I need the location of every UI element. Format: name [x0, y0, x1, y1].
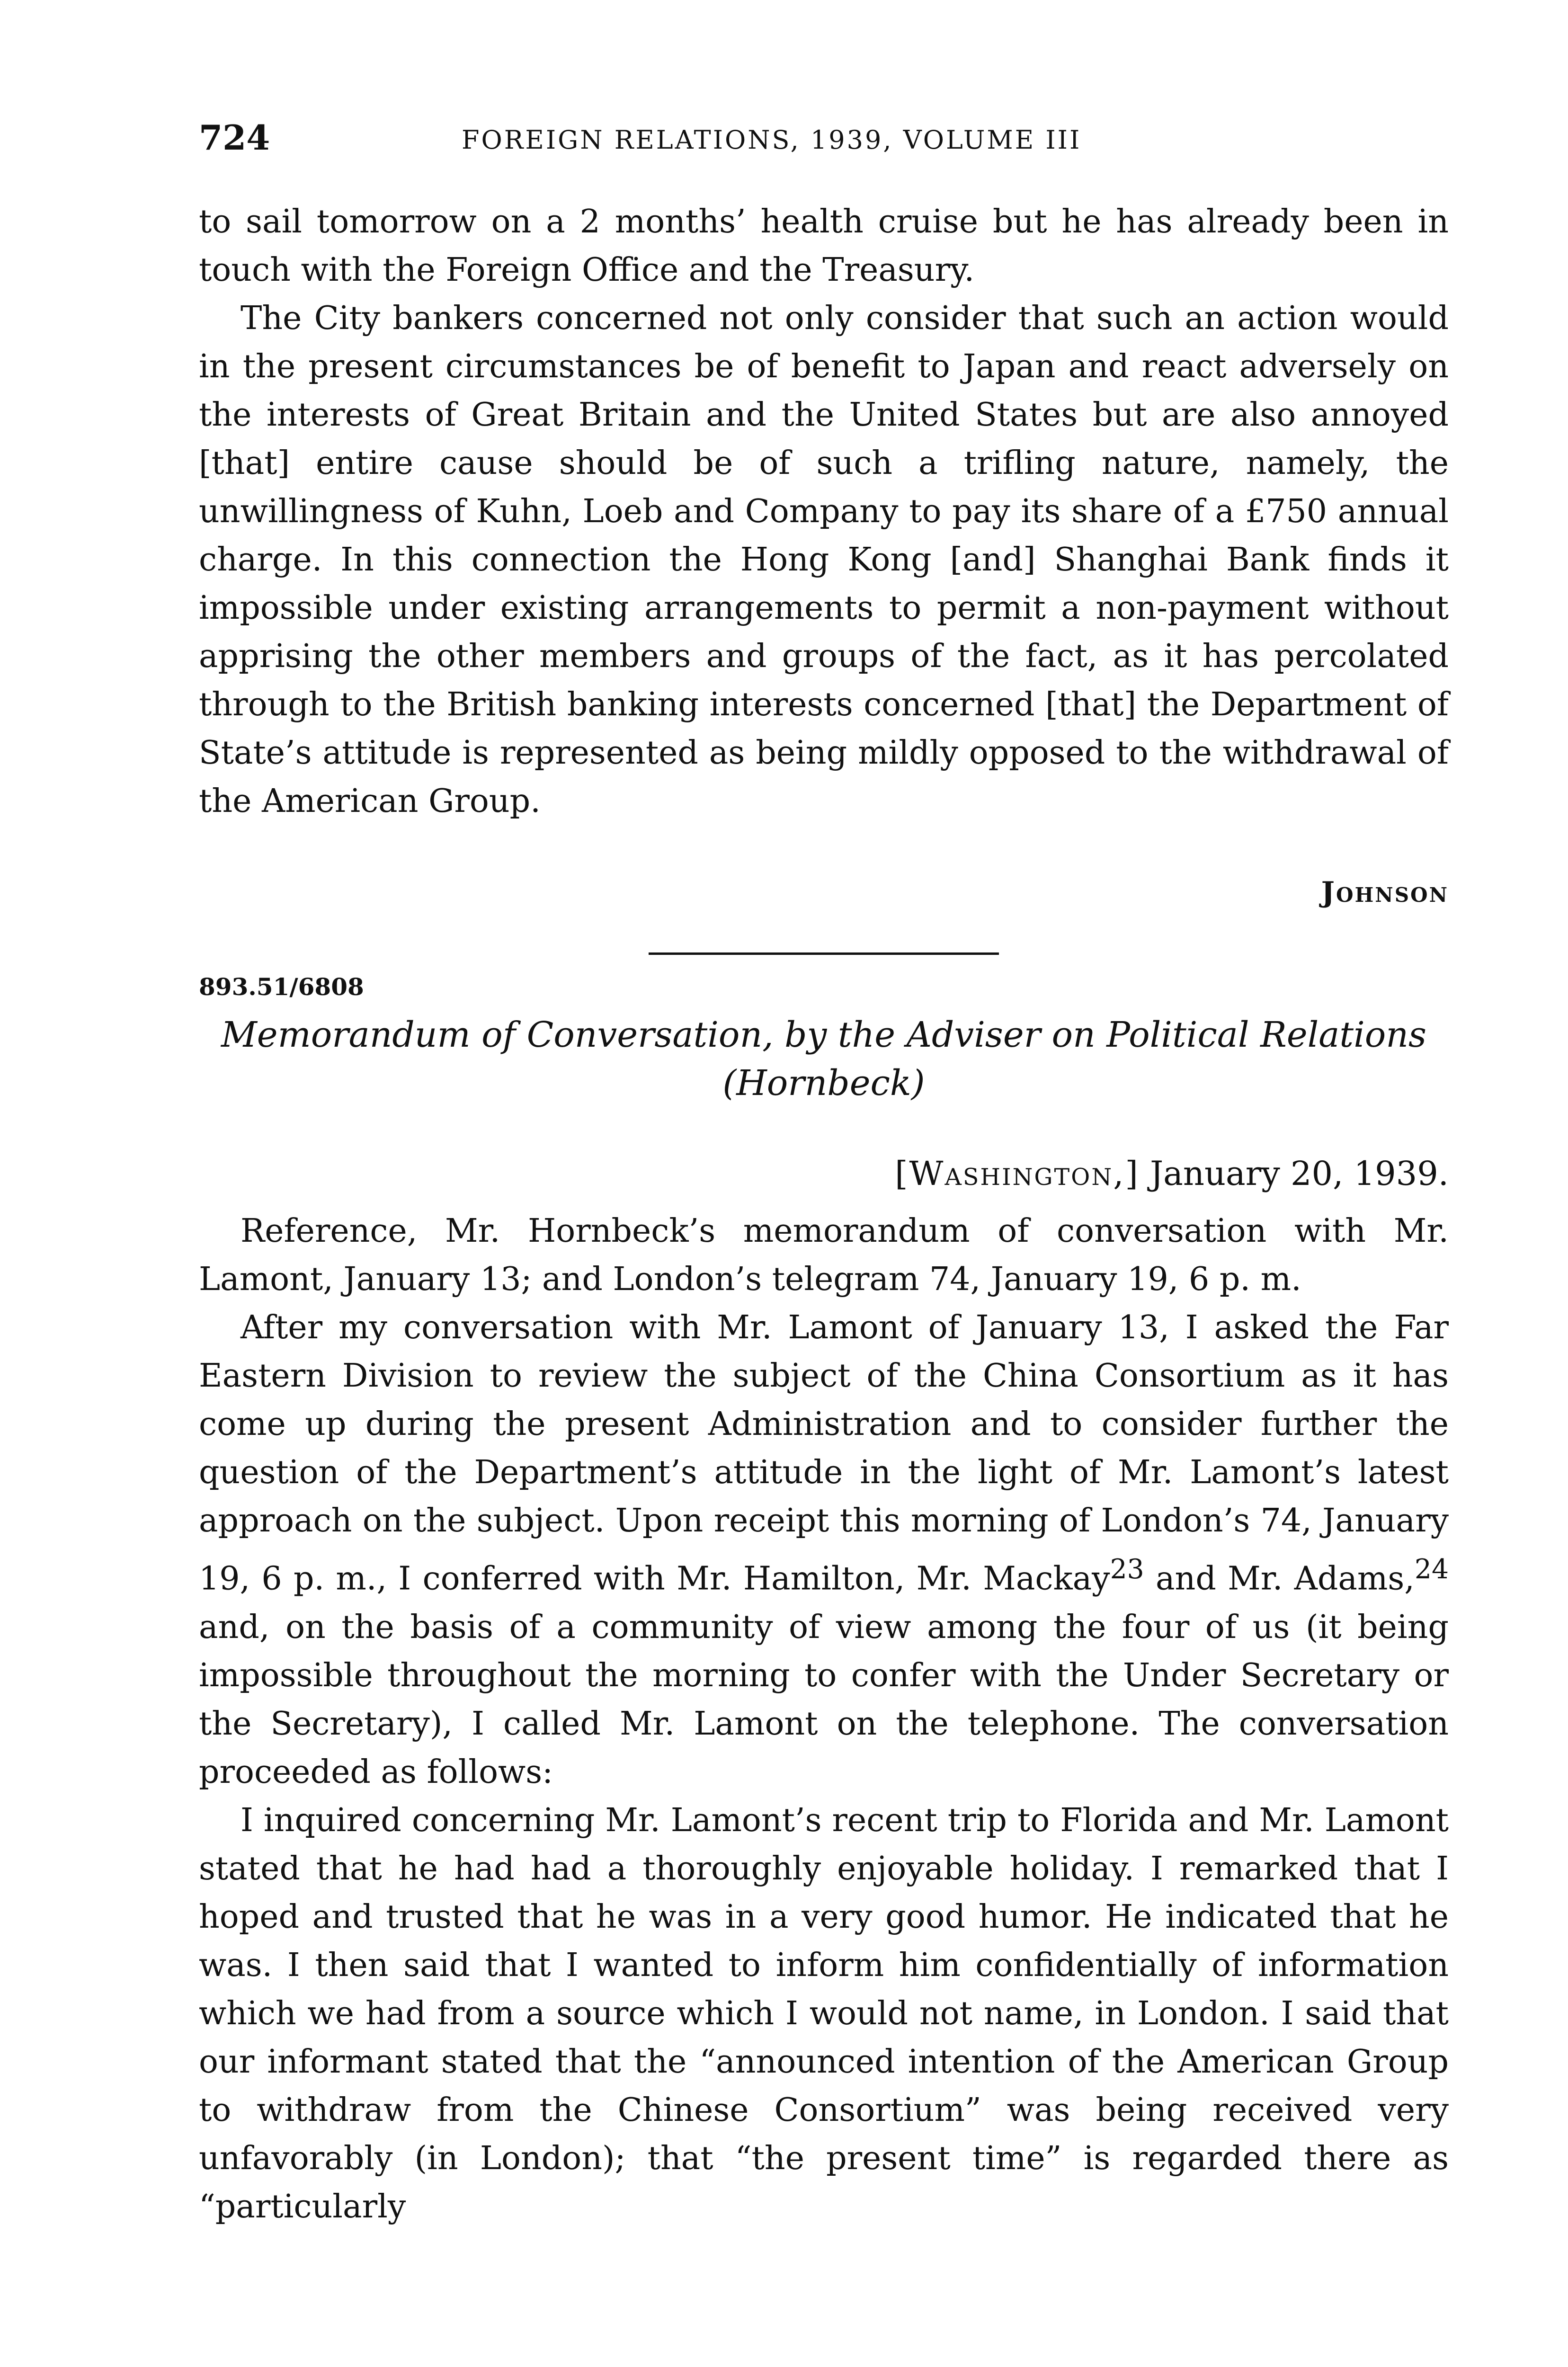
telegram-body [199, 198, 1449, 826]
dateline [895, 1154, 1449, 1193]
dateline-date: January 20, 1939. [1150, 1154, 1449, 1193]
memo-body [199, 1207, 1449, 2231]
running-title: FOREIGN RELATIONS, 1939, VOLUME III [462, 125, 1082, 155]
paragraph-text: After my conversation with Mr. Lamont of January 13, I asked the Far Eastern Division to review the subject of the China Consortium as it has come up during the present Administration and to consider further the question of the Department’s attitude in the light of Mr. Lamont’s latest approach on the subject. Upon receipt this morning of London’s 74, January 19, 6 p. m., I conferred with Mr. Hamilton, Mr. Mackay [199, 1309, 1449, 1598]
section-divider [649, 952, 999, 955]
paragraph: The City bankers concerned not only consider that such an action would in the present circumstances be of benefit to Japan and react adversely on the interests of Great Britain and the United States but are also annoyed [that] entire cause should be of such a trifling nature, namely, the unwillingness of Kuhn, Loeb and Company to pay its share of a £750 annual charge. In this connection the Hong Kong [and] Shanghai Bank finds it impossible under existing arrangements to permit a non-payment without apprising the other members and groups of the fact, as it has percolated through to the British banking interests concerned [that] the Department of State’s attitude is represented as being mildly opposed to the withdrawal of the American Group. [199, 300, 1449, 820]
file-number: 893.51/6808 [199, 973, 364, 1001]
signature: Johnson [1321, 876, 1449, 909]
paragraph-text: and Mr. Adams, [1144, 1560, 1415, 1598]
paragraph: Reference, Mr. Hornbeck’s memorandum of conversation with Mr. Lamont, January 13; and London’s telegram 74, January 19, 6 p. m. [199, 1212, 1449, 1298]
page-number: 724 [199, 117, 270, 158]
paragraph [199, 1304, 1449, 1797]
paragraph-text: and, on the basis of a community of view among the four of us (it being impossible throughout the morning to confer with the Under Secretary or the Secretary), I called Mr. Lamont on the telephone. The conversation proceeded as follows: [199, 1608, 1449, 1791]
running-head [199, 117, 1449, 174]
paragraph: to sail tomorrow on a 2 months’ health cruise but he has already been in touch with the Foreign Office and the Treasury. [199, 203, 1449, 289]
memo-title-line: Memorandum of Conversation, by the Adviser on Political Relations [221, 1014, 1426, 1055]
footnote-ref: 23 [1110, 1554, 1144, 1585]
paragraph: I inquired concerning Mr. Lamont’s recent trip to Florida and Mr. Lamont stated that he had had a thoroughly enjoyable holiday. I remarked that I hoped and trusted that he was in a very good humor. He indicated that he was. I then said that I wanted to inform him confidentially of information which we had from a source which I would not name, in London. I said that our informant stated that the “announced intention of the American Group to withdraw from the Chinese Consortium” was being received very unfavorably (in London); that “the present time” is regarded there as “particularly [199, 1801, 1449, 2225]
memo-title-line: (Hornbeck) [722, 1063, 925, 1103]
memo-title [199, 1011, 1449, 1107]
footnote-ref: 24 [1414, 1554, 1449, 1585]
dateline-place: [Washington,] [895, 1154, 1140, 1193]
